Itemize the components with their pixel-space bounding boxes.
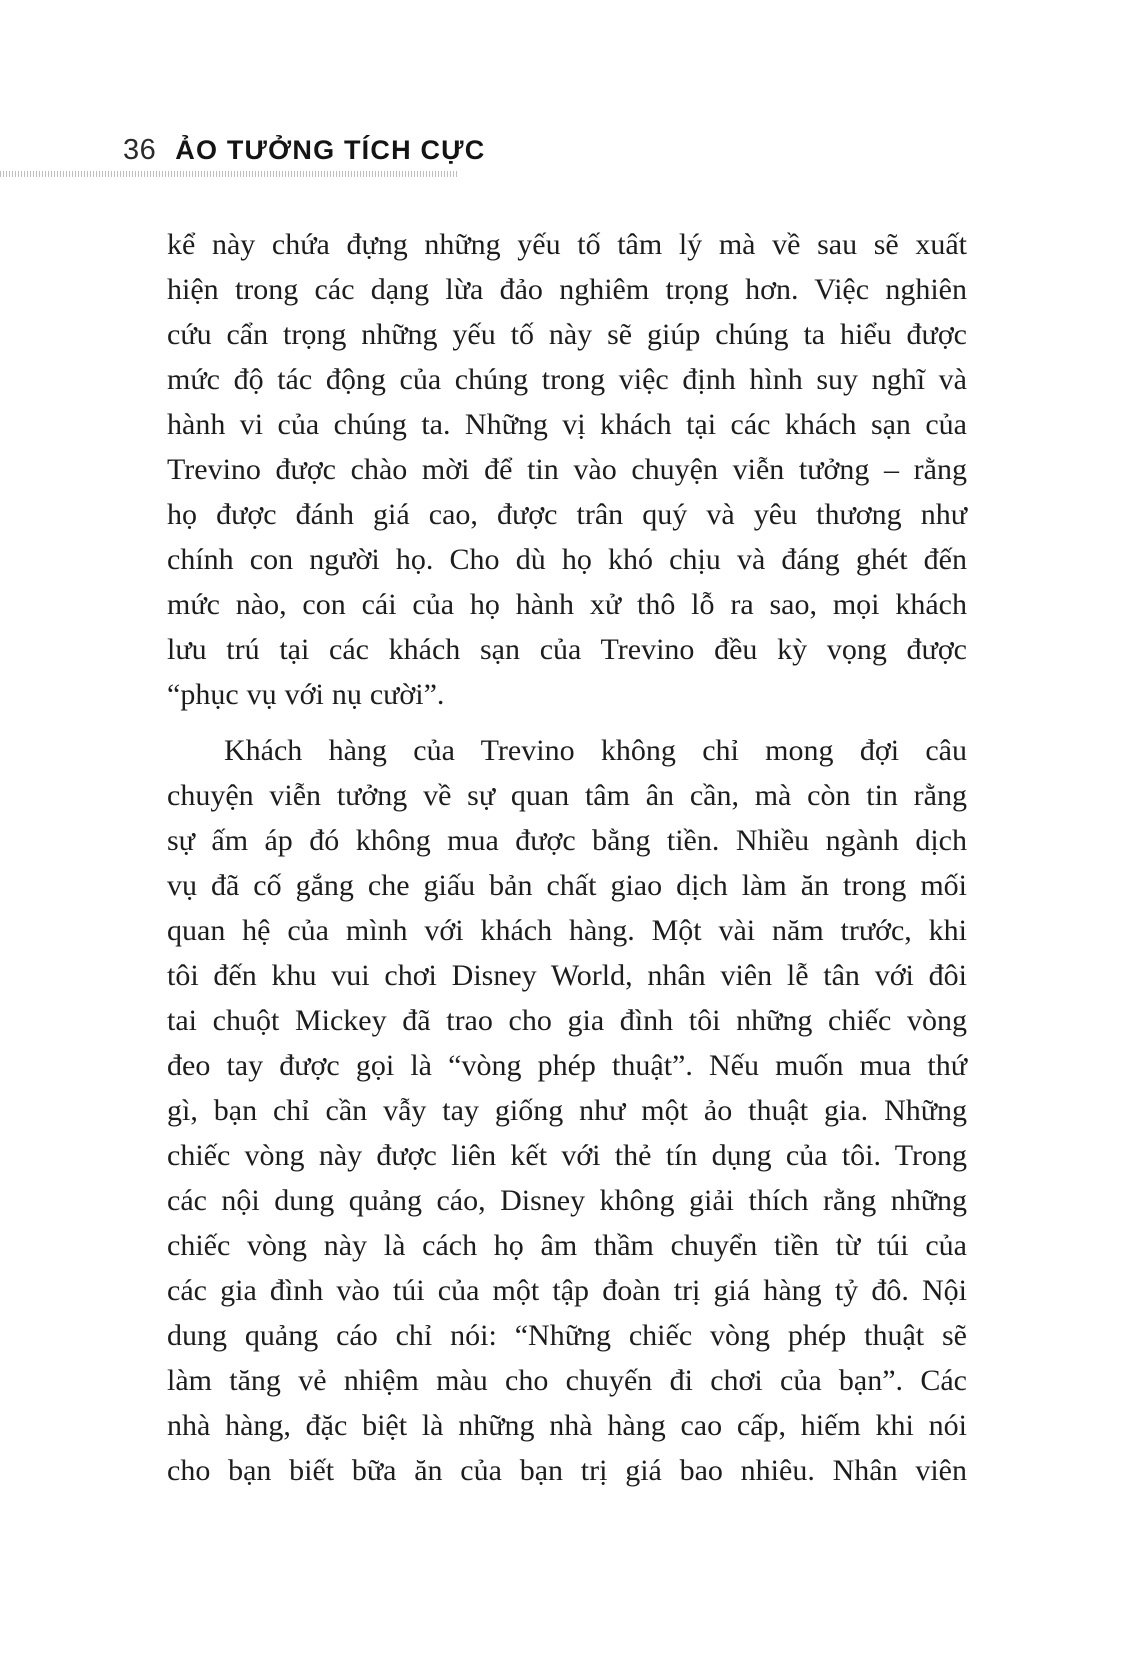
- text-line: cứu cẩn trọng những yếu tố này sẽ giúp chúng ta hiểu được: [167, 318, 967, 351]
- text-line: cho bạn biết bữa ăn của bạn trị giá bao nhiêu. Nhân viên: [167, 1454, 967, 1487]
- text-line: dung quảng cáo chỉ nói: “Những chiếc vòng phép thuật sẽ: [167, 1319, 967, 1352]
- running-title: ẢO TƯỞNG TÍCH CỰC: [175, 135, 486, 165]
- text-line: mức nào, con cái của họ hành xử thô lỗ ra sao, mọi khách: [167, 588, 967, 621]
- text-line: hành vi của chúng ta. Những vị khách tại các khách sạn của: [167, 408, 967, 441]
- text-line: họ được đánh giá cao, được trân quý và yêu thương như: [167, 498, 967, 531]
- text-line: các gia đình vào túi của một tập đoàn trị giá hàng tỷ đô. Nội: [167, 1274, 967, 1307]
- text-line: mức độ tác động của chúng trong việc định hình suy nghĩ và: [167, 363, 967, 396]
- text-line: tai chuột Mickey đã trao cho gia đình tôi những chiếc vòng: [167, 1004, 967, 1037]
- text-line: tôi đến khu vui chơi Disney World, nhân viên lễ tân với đôi: [167, 959, 967, 992]
- page-number: 36: [123, 134, 157, 166]
- text-line: chuyện viễn tưởng về sự quan tâm ân cần, mà còn tin rằng: [167, 779, 967, 812]
- paragraph: [167, 222, 967, 717]
- text-line: chính con người họ. Cho dù họ khó chịu và đáng ghét đến: [167, 543, 967, 576]
- body-text: [167, 222, 967, 1493]
- text-line: chiếc vòng này được liên kết với thẻ tín dụng của tôi. Trong: [167, 1139, 967, 1172]
- paragraph: [167, 728, 967, 1493]
- header-dotted-rule: [0, 171, 458, 177]
- text-line: Trevino được chào mời để tin vào chuyện viễn tưởng – rằng: [167, 453, 967, 486]
- page-header: [123, 134, 485, 167]
- text-line: kể này chứa đựng những yếu tố tâm lý mà về sau sẽ xuất: [167, 228, 967, 261]
- text-line: đeo tay được gọi là “vòng phép thuật”. Nếu muốn mua thứ: [167, 1049, 967, 1082]
- text-line: sự ấm áp đó không mua được bằng tiền. Nhiều ngành dịch: [167, 824, 967, 857]
- text-line: chiếc vòng này là cách họ âm thầm chuyển tiền từ túi của: [167, 1229, 967, 1262]
- text-line: Khách hàng của Trevino không chỉ mong đợi câu: [224, 734, 967, 767]
- text-line: hiện trong các dạng lừa đảo nghiêm trọng hơn. Việc nghiên: [167, 273, 967, 306]
- text-line: lưu trú tại các khách sạn của Trevino đều kỳ vọng được: [167, 633, 967, 666]
- text-line: “phục vụ với nụ cười”.: [167, 678, 445, 711]
- text-line: quan hệ của mình với khách hàng. Một vài năm trước, khi: [167, 914, 967, 947]
- text-line: làm tăng vẻ nhiệm màu cho chuyến đi chơi của bạn”. Các: [167, 1364, 967, 1397]
- text-line: các nội dung quảng cáo, Disney không giải thích rằng những: [167, 1184, 967, 1217]
- text-line: gì, bạn chỉ cần vẫy tay giống như một ảo thuật gia. Những: [167, 1094, 967, 1127]
- text-line: vụ đã cố gắng che giấu bản chất giao dịch làm ăn trong mối: [167, 869, 967, 902]
- text-line: nhà hàng, đặc biệt là những nhà hàng cao cấp, hiếm khi nói: [167, 1409, 967, 1442]
